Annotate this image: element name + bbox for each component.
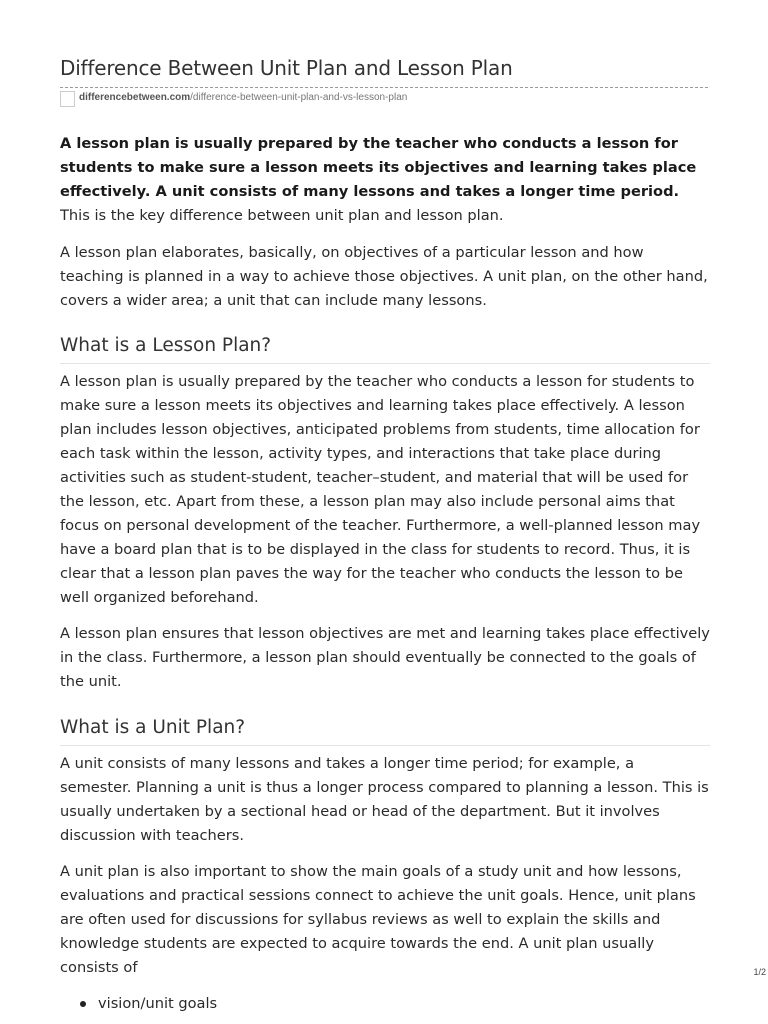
source-domain[interactable]: differencebetween.com bbox=[79, 92, 191, 103]
intro-paragraph-2: A lesson plan elaborates, basically, on objectives of a particular lesson and how teaching is planned in a way to achieve those objectives. A unit plan, on the other hand, covers a wider area; a unit that can include many lessons. bbox=[60, 244, 708, 309]
unit-plan-paragraph-1: A unit consists of many lessons and takes a longer time period; for example, a semester. Planning a unit is thus a longer process compared to planning a lesson. This is usually undertaken by a sectional head or head of the department. But it involves discussion with teachers. bbox=[60, 755, 709, 844]
lesson-plan-paragraph-2: A lesson plan ensures that lesson objectives are met and learning takes place effectively in the class. Furthermore, a lesson plan should eventually be connected to the goals of the unit. bbox=[60, 625, 710, 690]
list-item-text: vision/unit goals bbox=[98, 995, 218, 1012]
bullet-icon bbox=[80, 1001, 86, 1007]
source-path[interactable]: /difference-between-unit-plan-and-vs-lesson-plan bbox=[190, 92, 408, 103]
unit-plan-heading: What is a Unit Plan? bbox=[60, 715, 710, 746]
page-number: 1/2 bbox=[753, 967, 766, 977]
intro-bold-text: A lesson plan is usually prepared by the teacher who conducts a lesson for students to make sure a lesson meets its objectives and learning takes place effectively. A unit consists of many lessons and takes a longer time period. bbox=[60, 135, 697, 200]
source-line bbox=[60, 87, 708, 110]
unit-plan-list bbox=[60, 992, 710, 1016]
document-page bbox=[60, 54, 710, 1016]
list-item bbox=[60, 992, 710, 1016]
unit-plan-paragraph-2: A unit plan is also important to show the main goals of a study unit and how lessons, evaluations and practical sessions connect to achieve the unit goals. Hence, unit plans are often used for discussions for syllabus reviews as well to explain the skills and knowledge students are expected to acquire towards the end. A unit plan usually consists of bbox=[60, 863, 696, 976]
lesson-plan-paragraph-1: A lesson plan is usually prepared by the teacher who conducts a lesson for students to make sure a lesson meets its objectives and learning takes place effectively. A lesson plan includes lesson objectives, anticipated problems from students, time allocation for each task within the lesson, activity types, and interactions that take place during activities such as student-student, teacher–student, and material that will be used for the lesson, etc. Apart from these, a lesson plan may also include personal aims that focus on personal development of the teacher. Furthermore, a well-planned lesson may have a board plan that is to be displayed in the class for students to record. Thus, it is clear that a lesson plan paves the way for the teacher who conducts the lesson to be well organized beforehand. bbox=[60, 373, 701, 606]
intro-regular-text: This is the key difference between unit plan and lesson plan. bbox=[60, 207, 504, 224]
intro-paragraph bbox=[60, 132, 710, 228]
source-url[interactable] bbox=[79, 92, 407, 103]
favicon-icon bbox=[60, 91, 75, 107]
page-title: Difference Between Unit Plan and Lesson Plan bbox=[60, 56, 513, 80]
lesson-plan-heading: What is a Lesson Plan? bbox=[60, 333, 710, 364]
